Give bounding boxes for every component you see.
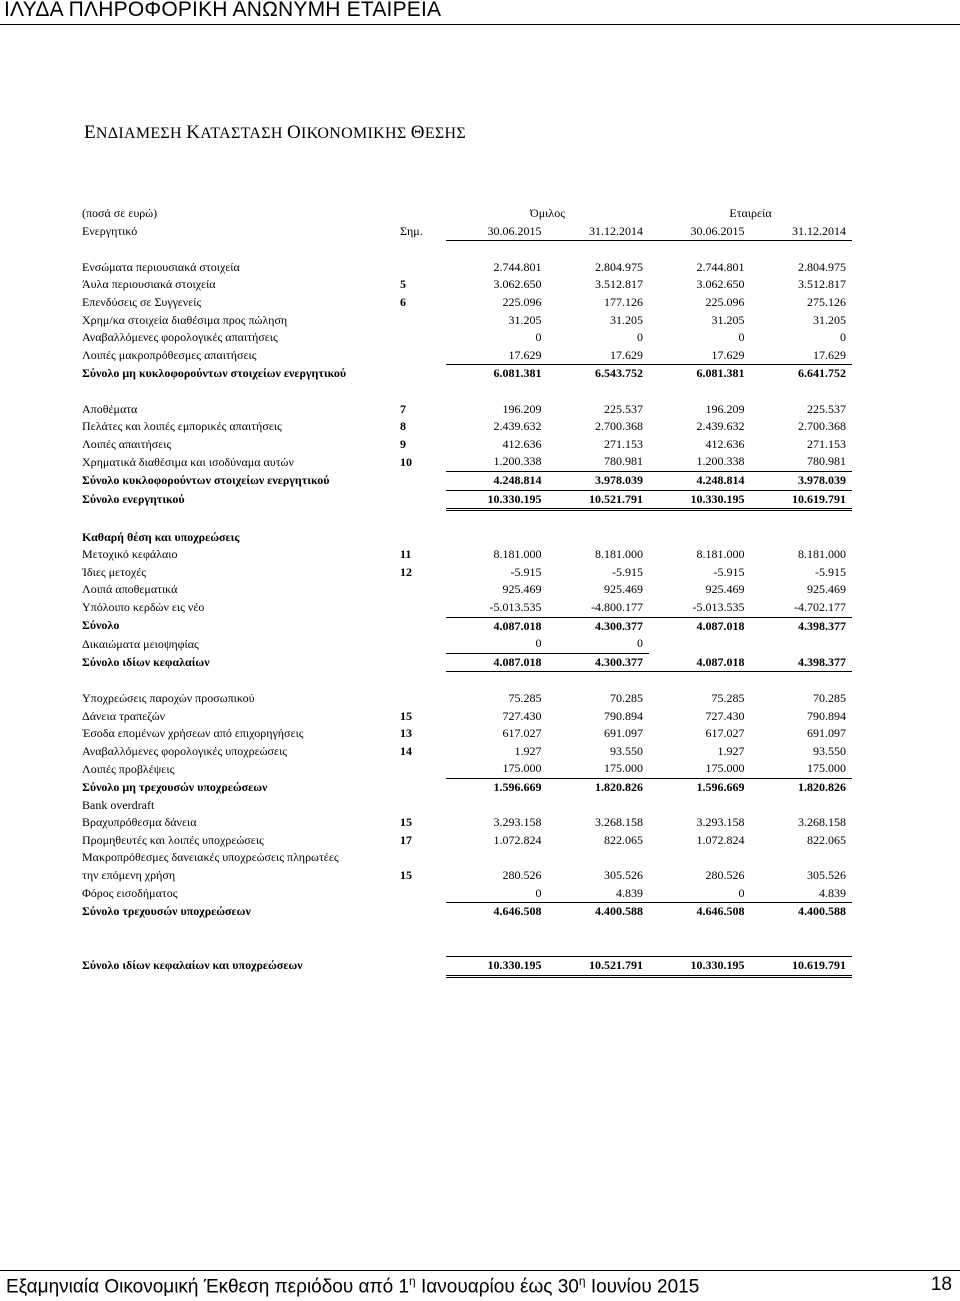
row-value: 271.153: [807, 436, 846, 451]
row-value: 1.200.338: [649, 453, 751, 471]
row-value: 3.293.158: [493, 815, 542, 830]
row-value: 4.839: [548, 885, 650, 903]
row-label: Χρημ/κα στοιχεία διαθέσιμα προς πώληση: [82, 312, 288, 327]
spacer-row: [82, 672, 852, 690]
row-value: 2.439.632: [696, 419, 745, 434]
row-value: 175.000: [751, 760, 853, 778]
table-row: [82, 453, 852, 471]
title-cap: Θ: [410, 122, 425, 143]
row-note: 7: [400, 401, 406, 416]
row-note: [400, 471, 446, 490]
spacer-row: [82, 241, 852, 259]
table-row: [82, 599, 852, 617]
row-value: 0: [548, 635, 650, 653]
table-row: [82, 347, 852, 365]
row-value: 790.894: [807, 708, 846, 723]
row-value: 4.248.814: [446, 471, 548, 490]
row-label: Ίδιες μετοχές: [82, 564, 147, 579]
row-value: 780.981: [548, 453, 650, 471]
row-label: Αποθέματα: [82, 401, 138, 416]
row-value: 4.300.377: [548, 653, 650, 672]
row-value: 10.330.195: [446, 956, 548, 976]
row-note: 17: [400, 832, 412, 847]
row-note: [400, 635, 446, 653]
row-value: 790.894: [604, 708, 643, 723]
row-value: 17.629: [649, 347, 751, 365]
row-value: 10.619.791: [751, 490, 853, 510]
row-value: 4.087.018: [446, 653, 548, 672]
table-row: [82, 849, 852, 867]
row-label: Σύνολο τρεχουσών υποχρεώσεων: [82, 903, 251, 918]
row-label: Έσοδα επομένων χρήσεων από επιχορηγήσεις: [82, 726, 304, 741]
row-value: 75.285: [508, 691, 542, 706]
row-value: 0: [649, 885, 751, 903]
total-row: [82, 365, 852, 383]
row-value: 70.285: [610, 691, 643, 706]
table-row: [82, 312, 852, 330]
row-value: 3.978.039: [548, 471, 650, 490]
row-note: 15: [400, 708, 412, 723]
row-value: 8.181.000: [595, 547, 643, 562]
row-value: [649, 849, 751, 867]
table-row: [82, 276, 852, 294]
row-value: 8.181.000: [696, 547, 745, 562]
total-row: [82, 903, 852, 921]
row-value: 280.526: [502, 867, 542, 882]
row-value: 1.927: [717, 743, 745, 758]
row-note: [400, 617, 446, 635]
row-value: 2.744.801: [696, 259, 745, 274]
spacer-row: [82, 383, 852, 401]
row-label: Υπόλοιπο κερδών εις νέο: [82, 600, 205, 615]
row-value: 10.521.791: [548, 956, 650, 976]
row-value: 4.300.377: [595, 618, 643, 633]
row-value: [548, 849, 650, 867]
row-note: 13: [400, 726, 412, 741]
row-value: 3.293.158: [696, 815, 745, 830]
company-column-header: Εταιρεία: [729, 206, 772, 220]
row-value: 17.629: [446, 347, 548, 365]
row-value: 8.181.000: [493, 547, 542, 562]
row-value: 1.200.338: [446, 453, 548, 471]
total-row: [82, 617, 852, 635]
period-header: 30.06.2015: [649, 223, 751, 241]
row-value: 280.526: [705, 867, 745, 882]
row-value: 3.512.817: [595, 277, 643, 292]
row-value: [751, 849, 853, 867]
row-label: Bank overdraft: [82, 797, 155, 812]
row-value: 1.596.669: [493, 780, 542, 794]
row-value: 93.550: [610, 743, 643, 758]
row-value: 780.981: [751, 453, 853, 471]
row-value: -5.915: [612, 564, 643, 579]
assets-label: Ενεργητικό: [82, 223, 138, 238]
row-value: 4.400.588: [595, 904, 643, 919]
total-row: [82, 490, 852, 510]
row-note: 14: [400, 743, 412, 758]
table-row: [82, 708, 852, 726]
table-body: [82, 241, 852, 976]
row-value: 617.027: [705, 726, 745, 741]
row-value: [751, 529, 853, 547]
row-value: 31.205: [610, 312, 643, 327]
row-value: 271.153: [604, 436, 643, 451]
table-row: [82, 832, 852, 850]
row-value: 0: [637, 330, 643, 345]
row-value: [649, 529, 751, 547]
row-label: Ενσώματα περιουσιακά στοιχεία: [82, 259, 240, 274]
row-value: 4.839: [751, 885, 853, 903]
row-value: 4.087.018: [696, 618, 745, 633]
period-header: 31.12.2014: [548, 223, 650, 241]
row-value: 31.205: [813, 312, 846, 327]
row-value: [548, 529, 650, 547]
table-row: [82, 294, 852, 312]
row-value: 2.804.975: [798, 259, 846, 274]
row-value: 4.248.814: [649, 471, 751, 490]
row-value: 31.205: [711, 312, 745, 327]
row-value: 6.081.381: [493, 366, 542, 381]
page-number: 18: [930, 1274, 952, 1295]
row-note: [400, 956, 446, 976]
row-value: 2.439.632: [493, 419, 542, 434]
row-value: 10.619.791: [751, 956, 853, 976]
row-note: [400, 903, 446, 921]
row-value: [548, 797, 650, 815]
footer-superscript: η: [578, 1274, 586, 1288]
table-row: [82, 885, 852, 903]
note-header: Σημ.: [400, 223, 423, 238]
row-value: 2.700.368: [595, 419, 643, 434]
row-label: Υποχρεώσεις παροχών προσωπικού: [82, 691, 255, 706]
spacer-row: [82, 510, 852, 529]
currency-note: (ποσά σε ευρώ): [82, 206, 158, 220]
row-value: 4.646.508: [696, 904, 745, 919]
row-value: 412.636: [502, 436, 542, 451]
row-value: 10.330.195: [446, 490, 548, 510]
row-label: Αναβαλλόμενες φορολογικές υποχρεώσεις: [82, 743, 288, 758]
table-period-header-row: [82, 223, 852, 241]
row-note: 10: [400, 454, 412, 469]
row-label: Σύνολο ενεργητικού: [82, 492, 185, 506]
row-label: Χρηματικά διαθέσιμα και ισοδύναμα αυτών: [82, 454, 294, 469]
row-value: 3.062.650: [696, 277, 745, 292]
row-value: -5.013.535: [649, 599, 751, 617]
row-label: Μακροπρόθεσμες δανειακές υποχρεώσεις πληρωτέες: [82, 850, 339, 865]
row-value: 305.526: [604, 867, 643, 882]
row-value: 305.526: [807, 867, 846, 882]
row-value: 1.072.824: [696, 832, 745, 847]
row-value: 1.820.826: [798, 780, 846, 794]
row-value: 10.330.195: [649, 956, 751, 976]
row-value: 17.629: [548, 347, 650, 365]
row-value: 175.000: [548, 760, 650, 778]
row-value: 412.636: [705, 436, 745, 451]
row-note: [400, 581, 446, 599]
page-header: [0, 0, 960, 25]
row-label: Αναβαλλόμενες φορολογικές απαιτήσεις: [82, 330, 278, 345]
title-cap: Ο: [287, 122, 302, 143]
statement-title: [84, 122, 466, 144]
footer-text: [6, 1274, 699, 1298]
row-value: [649, 797, 751, 815]
row-value: 2.700.368: [798, 419, 846, 434]
title-part: ΝΔΙΑΜΕΣΗ: [95, 125, 187, 142]
table-row: [82, 635, 852, 653]
row-note: 8: [400, 419, 406, 434]
total-row: [82, 653, 852, 672]
row-value: 925.469: [502, 582, 542, 597]
row-value: [446, 797, 548, 815]
table-row: [82, 546, 852, 564]
row-value: -4.702.177: [751, 599, 853, 617]
row-note: [400, 529, 446, 547]
row-value: -4.800.177: [548, 599, 650, 617]
row-note: [400, 885, 446, 903]
financial-position-table: [82, 205, 852, 978]
page-footer: [0, 1270, 960, 1301]
table-group-header-row: [82, 205, 852, 223]
row-label: Λοιπά αποθεματικά: [82, 582, 178, 597]
row-value: 4.398.377: [751, 653, 853, 672]
table-row: [82, 564, 852, 582]
row-label: Σύνολο ιδίων κεφαλαίων και υποχρεώσεων: [82, 958, 303, 973]
row-value: 175.000: [649, 760, 751, 778]
row-label: Σύνολο ιδίων κεφαλαίων: [82, 654, 210, 669]
row-label: Πελάτες και λοιπές εμπορικές απαιτήσεις: [82, 419, 282, 434]
row-note: 15: [400, 867, 412, 882]
total-row: [82, 956, 852, 976]
spacer-row: [82, 938, 852, 956]
row-value: 1.072.824: [493, 832, 542, 847]
table-row: [82, 329, 852, 347]
row-value: 1.596.669: [696, 780, 745, 794]
row-value: 727.430: [502, 708, 542, 723]
row-value: 225.537: [604, 401, 643, 416]
table-row: [82, 581, 852, 599]
row-note: 11: [400, 547, 412, 562]
row-label: Φόρος εισοδήματος: [82, 885, 178, 900]
row-value: 175.000: [446, 760, 548, 778]
row-label: Σύνολο μη κυκλοφορούντων στοιχείων ενεργητικού: [82, 366, 347, 381]
row-note: [400, 779, 446, 797]
row-note: 15: [400, 815, 412, 830]
row-value: [751, 635, 853, 653]
row-value: 3.512.817: [798, 277, 846, 292]
row-value: 0: [840, 330, 846, 345]
row-value: -5.013.535: [446, 599, 548, 617]
row-value: 4.400.588: [798, 904, 846, 919]
table-row: [82, 401, 852, 419]
row-value: [751, 797, 853, 815]
row-note: 5: [400, 277, 406, 292]
row-value: 925.469: [705, 582, 745, 597]
row-value: 177.126: [604, 294, 643, 309]
total-row: [82, 779, 852, 797]
row-value: 925.469: [604, 582, 643, 597]
row-value: 1.927: [514, 743, 542, 758]
table-row: [82, 743, 852, 761]
row-value: 225.096: [705, 294, 745, 309]
row-label: Επενδύσεις σε Συγγενείς: [82, 294, 202, 309]
row-value: -5.915: [713, 564, 745, 579]
row-label: Σύνολο: [82, 618, 120, 633]
row-value: 925.469: [807, 582, 846, 597]
row-value: 6.543.752: [595, 366, 643, 381]
title-cap: Κ: [186, 122, 201, 143]
row-note: [400, 849, 446, 867]
row-value: 0: [535, 330, 542, 345]
row-value: 225.537: [807, 401, 846, 416]
total-row: [82, 471, 852, 490]
row-value: [446, 529, 548, 547]
table-row: [82, 690, 852, 708]
row-label: Δάνεια τραπεζών: [82, 708, 166, 723]
row-value: 822.065: [807, 832, 846, 847]
row-value: 31.205: [508, 312, 542, 327]
row-label: Μετοχικό κεφάλαιο: [82, 547, 178, 562]
footer-text-part: Εξαμηνιαία Οικονομική Έκθεση περιόδου από 1: [6, 1276, 410, 1298]
row-label: Λοιπές προβλέψεις: [82, 761, 175, 776]
row-value: 727.430: [705, 708, 745, 723]
row-value: 4.398.377: [798, 618, 846, 633]
row-label: Λοιπές μακροπρόθεσμες απαιτήσεις: [82, 348, 257, 362]
row-note: [400, 760, 446, 778]
row-value: 93.550: [813, 743, 846, 758]
row-value: [649, 635, 751, 653]
row-value: 75.285: [711, 691, 745, 706]
row-label: Λοιπές απαιτήσεις: [82, 436, 172, 451]
row-note: [400, 312, 446, 330]
row-note: 12: [400, 564, 412, 579]
company-title: ΙΛΥΔΑ ΠΛΗΡΟΦΟΡΙΚΗ ΑΝΩΝΥΜΗ ΕΤΑΙΡΕΙΑ: [4, 0, 442, 21]
row-note: [400, 599, 446, 617]
row-note: 9: [400, 436, 406, 451]
row-label: Άυλα περιουσιακά στοιχεία: [82, 277, 216, 292]
row-value: 0: [446, 635, 548, 653]
row-value: 17.629: [751, 347, 853, 365]
row-note: [400, 797, 446, 815]
row-label: Προμηθευτές και λοιπές υποχρεώσεις: [82, 832, 264, 847]
row-note: [400, 259, 446, 277]
table-row: [82, 760, 852, 778]
row-label: Βραχυπρόθεσμα δάνεια: [82, 815, 197, 830]
title-part: ΑΤΑΣΤΑΣΗ: [200, 125, 288, 142]
row-label: Σύνολο κυκλοφορούντων στοιχείων ενεργητικού: [82, 472, 330, 487]
footer-text-part: Ιουνίου 2015: [585, 1276, 700, 1298]
row-note: [400, 347, 446, 365]
row-note: [400, 653, 446, 672]
row-value: 3.268.158: [595, 815, 643, 830]
period-header: 31.12.2014: [751, 223, 853, 241]
row-value: 196.209: [502, 401, 542, 416]
row-value: 4.087.018: [649, 653, 751, 672]
table-row: [82, 814, 852, 832]
spacer-row: [82, 921, 852, 939]
row-note: [400, 690, 446, 708]
row-value: 691.097: [807, 726, 846, 741]
table-row: [82, 418, 852, 436]
row-value: 6.641.752: [798, 366, 846, 381]
row-value: 2.744.801: [493, 259, 542, 274]
row-note: [400, 329, 446, 347]
row-note: [400, 365, 446, 383]
title-cap: Ε: [84, 122, 96, 143]
footer-superscript: η: [409, 1274, 416, 1288]
row-value: 3.062.650: [493, 277, 542, 292]
row-value: -5.915: [815, 564, 846, 579]
row-value: 225.096: [502, 294, 542, 309]
table-row: [82, 259, 852, 277]
footer-text-part: Ιανουαρίου έως 30: [415, 1276, 579, 1298]
row-value: 196.209: [705, 401, 745, 416]
row-value: 70.285: [813, 691, 846, 706]
row-note: 6: [400, 294, 406, 309]
row-value: 4.646.508: [493, 904, 542, 919]
row-value: -5.915: [510, 564, 542, 579]
period-header: 30.06.2015: [446, 223, 548, 241]
row-value: 10.330.195: [649, 490, 751, 510]
row-value: [446, 849, 548, 867]
row-value: 8.181.000: [798, 547, 846, 562]
title-part: ΙΚΟΝΟΜΙΚΗΣ: [301, 125, 411, 142]
row-value: 2.804.975: [595, 259, 643, 274]
section-heading-row: [82, 529, 852, 547]
row-value: 3.268.158: [798, 815, 846, 830]
row-value: 10.521.791: [548, 490, 650, 510]
table-row: [82, 725, 852, 743]
group-column-header: Όμιλος: [530, 206, 565, 220]
row-value: 0: [446, 885, 548, 903]
table-row: [82, 436, 852, 454]
row-value: 822.065: [604, 832, 643, 847]
row-label: την επόμενη χρήση: [82, 867, 176, 882]
row-label: Καθαρή θέση και υποχρεώσεις: [82, 529, 240, 544]
row-value: 3.978.039: [751, 471, 853, 490]
table-row: [82, 867, 852, 885]
row-value: 4.087.018: [493, 618, 542, 633]
row-value: 275.126: [807, 294, 846, 309]
row-value: 0: [738, 330, 745, 345]
row-value: 617.027: [502, 726, 542, 741]
row-note: [400, 490, 446, 510]
title-part: ΕΣΗΣ: [424, 125, 466, 142]
row-value: 691.097: [604, 726, 643, 741]
row-label: Σύνολο μη τρεχουσών υποχρεώσεων: [82, 779, 268, 794]
table-row: [82, 797, 852, 815]
row-label: Δικαιώματα μειοψηφίας: [82, 636, 199, 651]
row-value: 1.820.826: [595, 780, 643, 794]
row-value: 6.081.381: [696, 366, 745, 381]
